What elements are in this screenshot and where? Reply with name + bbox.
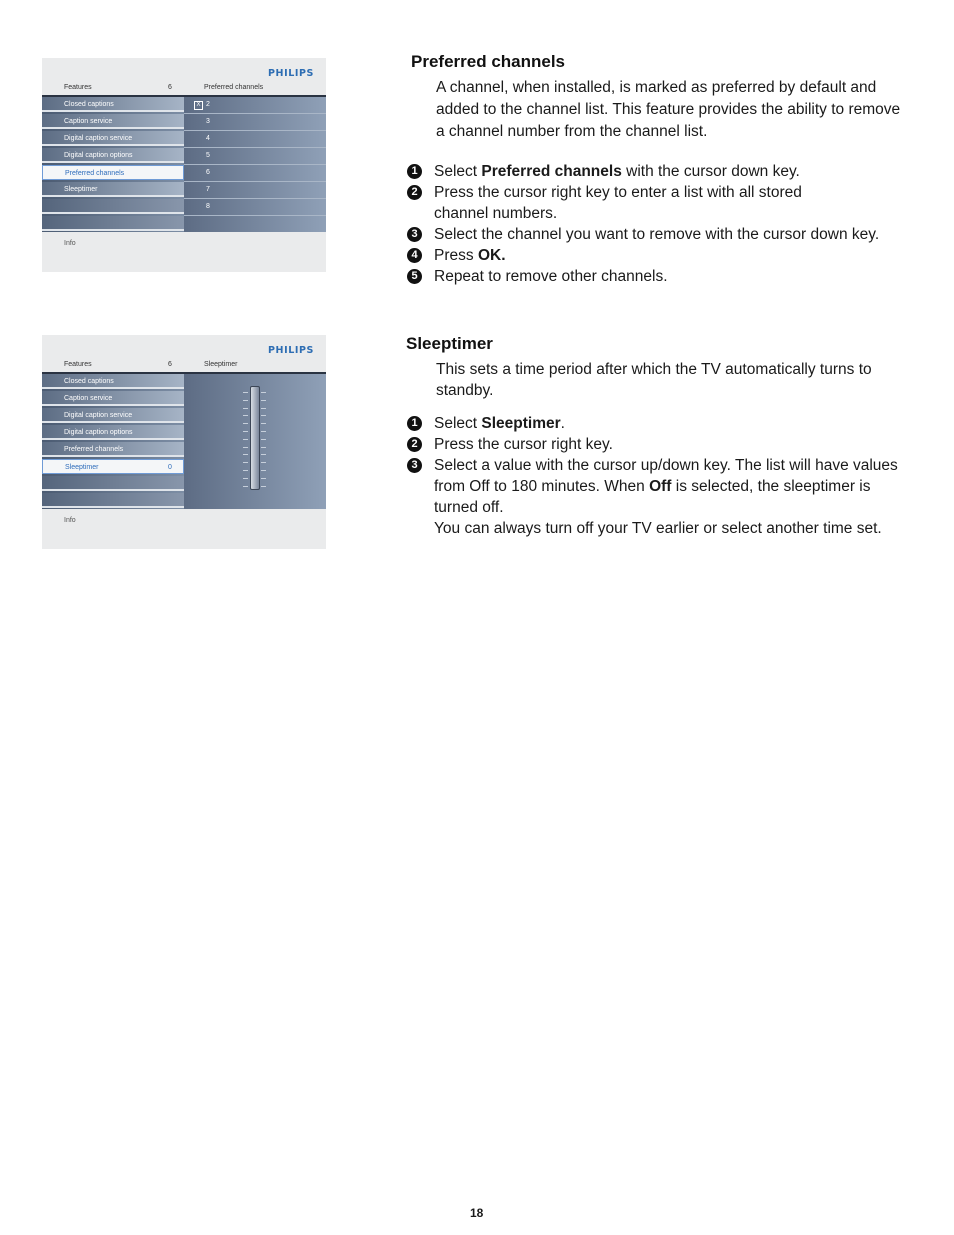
channel-row[interactable]: X 2 (184, 97, 326, 114)
step-item: 1 Select Preferred channels with the cursor down key. (407, 161, 917, 182)
header-right-label: Sleeptimer (204, 361, 238, 368)
menu-item-caption-service[interactable]: Caption service (42, 391, 184, 406)
slider-tick (243, 447, 248, 448)
channel-row[interactable]: 6 (184, 165, 326, 182)
step-number-icon: 1 (407, 164, 422, 179)
slider-tick (243, 462, 248, 463)
menu-left-column (42, 97, 184, 232)
header-left-label: Features (64, 84, 92, 91)
channel-row[interactable]: 3 (184, 114, 326, 131)
step-item: 2 Press the cursor right key to enter a list with all stored channel numbers. (407, 182, 917, 224)
slider-tick (243, 486, 248, 487)
check-box-icon[interactable]: X (194, 101, 203, 110)
slider-tick (261, 454, 266, 455)
step-item: 3 Select a value with the cursor up/down key. The list will have values from Off to 180 minutes. When Off is selected, the sleeptimer is turned off. You can always turn off your TV earlier or select another time set. (407, 455, 917, 539)
step-item: 5 Repeat to remove other channels. (407, 266, 917, 287)
menu-item-sleeptimer[interactable]: Sleeptimer (42, 182, 184, 197)
menu-item-empty (42, 493, 184, 508)
step-number-icon: 2 (407, 185, 422, 200)
sleeptimer-description: This sets a time period after which the TV automatically turns to standby. (436, 361, 872, 399)
slider-tick (243, 415, 248, 416)
menu-left-column (42, 374, 184, 509)
menu-body (42, 374, 326, 509)
header-left-label: Features (64, 361, 92, 368)
menu-header (42, 356, 326, 374)
philips-logo: PHILIPS (267, 68, 314, 79)
sleeptimer-heading: Sleeptimer (406, 334, 493, 353)
menu-item-sleeptimer[interactable]: Sleeptimer 0 (42, 459, 184, 474)
slider-tick (261, 470, 266, 471)
menu-item-digital-caption-options[interactable]: Digital caption options (42, 425, 184, 440)
menu-header (42, 79, 326, 97)
slider-tick (243, 408, 248, 409)
menu-item-empty (42, 199, 184, 214)
menu-item-empty (42, 476, 184, 491)
step-item: 4 Press OK. (407, 245, 917, 266)
step-number-icon: 3 (407, 227, 422, 242)
step-item: 2 Press the cursor right key. (407, 434, 917, 455)
slider-tick (261, 486, 266, 487)
slider-tick (261, 439, 266, 440)
header-number: 6 (168, 361, 172, 368)
slider-tick (261, 462, 266, 463)
step-number-icon: 2 (407, 437, 422, 452)
channel-list (184, 97, 326, 232)
slider-tick (243, 478, 248, 479)
header-number: 6 (168, 84, 172, 91)
menu-item-digital-caption-service[interactable]: Digital caption service (42, 408, 184, 423)
preferred-channels-steps (407, 161, 917, 287)
slider-tick (261, 400, 266, 401)
preferred-channels-description: A channel, when installed, is marked as preferred by default and added to the channel list. This feature provides the ability to remove a channel number from the channel list. (436, 79, 901, 140)
slider-tick (243, 470, 248, 471)
slider-tick (243, 439, 248, 440)
menu-item-closed-captions[interactable]: Closed captions (42, 374, 184, 389)
sleeptimer-slider[interactable] (250, 386, 260, 490)
info-label: Info (64, 240, 76, 247)
step-item: 3 Select the channel you want to remove with the cursor down key. (407, 224, 917, 245)
menu-item-preferred-channels[interactable]: Preferred channels (42, 442, 184, 457)
channel-row[interactable]: 4 (184, 131, 326, 148)
sleeptimer-note: You can always turn off your TV earlier or select another time set. (434, 520, 882, 537)
menu-item-digital-caption-service[interactable]: Digital caption service (42, 131, 184, 146)
channel-row[interactable]: 8 (184, 199, 326, 216)
slider-tick (261, 431, 266, 432)
sleeptimer-steps (407, 413, 917, 539)
slider-tick (261, 478, 266, 479)
philips-logo: PHILIPS (267, 345, 314, 356)
slider-tick (261, 447, 266, 448)
page-number: 18 (470, 1206, 484, 1220)
preferred-channels-heading: Preferred channels (411, 52, 566, 71)
step-item: 1 Select Sleeptimer. (407, 413, 917, 434)
step-number-icon: 3 (407, 458, 422, 473)
step-number-icon: 5 (407, 269, 422, 284)
info-label: Info (64, 517, 76, 524)
slider-tick (261, 392, 266, 393)
slider-tick (243, 392, 248, 393)
channel-row[interactable]: 5 (184, 148, 326, 165)
slider-tick (243, 454, 248, 455)
menu-item-preferred-channels[interactable]: Preferred channels (42, 165, 184, 180)
tv-menu-sleeptimer (42, 335, 326, 549)
menu-item-caption-service[interactable]: Caption service (42, 114, 184, 129)
sleeptimer-slider-area (184, 374, 326, 509)
menu-item-empty (42, 216, 184, 231)
menu-item-digital-caption-options[interactable]: Digital caption options (42, 148, 184, 163)
slider-tick (261, 415, 266, 416)
header-right-label: Preferred channels (204, 84, 264, 91)
menu-item-closed-captions[interactable]: Closed captions (42, 97, 184, 112)
channel-row[interactable]: 7 (184, 182, 326, 199)
slider-tick (243, 400, 248, 401)
slider-tick (243, 431, 248, 432)
tv-menu-preferred-channels (42, 58, 326, 272)
sleeptimer-value: 0 (168, 464, 172, 471)
step-number-icon: 1 (407, 416, 422, 431)
slider-tick (243, 423, 248, 424)
slider-tick (261, 408, 266, 409)
slider-tick (261, 423, 266, 424)
menu-body (42, 97, 326, 232)
step-number-icon: 4 (407, 248, 422, 263)
